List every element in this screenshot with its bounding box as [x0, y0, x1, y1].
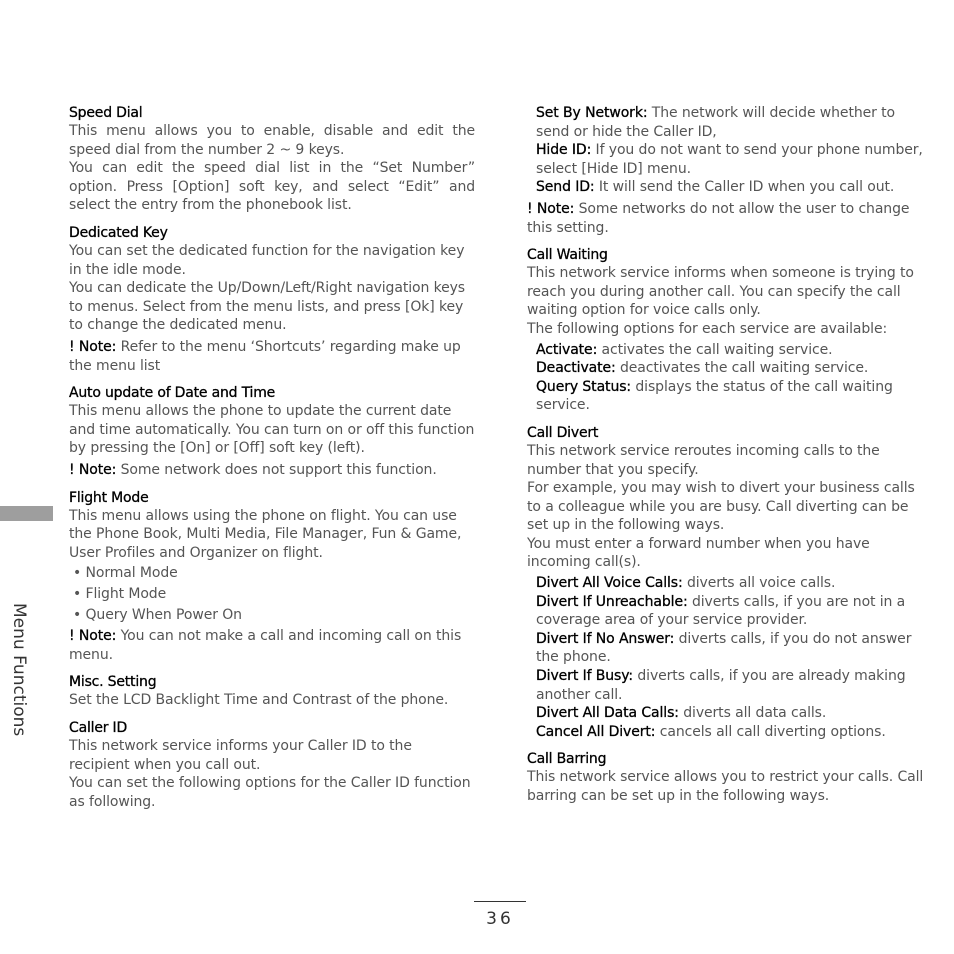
note-text: Refer to the menu ‘Shortcuts’ regarding make up the menu list: [69, 338, 461, 374]
option-item: [527, 723, 932, 742]
option-label: Divert All Voice Calls:: [536, 575, 683, 592]
call-barring-paragraph: This network service allows you to restrict your calls. Call barring can be set up in the following ways.: [527, 769, 924, 804]
caller-id-heading: Caller ID: [69, 720, 128, 737]
call-divert-paragraph: For example, you may wish to divert your business calls to a colleague while you are busy. Call diverting can be set up in the following ways.: [527, 480, 915, 534]
sidebar-section-label: Menu Functions: [9, 603, 29, 737]
option-text: diverts calls, if you do not answer the phone.: [536, 630, 912, 666]
call-waiting-paragraph: This network service informs when someone is trying to reach you during another call. You can specify the call waiting option for voice calls only.: [527, 265, 914, 319]
flight-mode-heading: Flight Mode: [69, 489, 149, 506]
call-waiting-heading: Call Waiting: [527, 247, 608, 264]
bullet-item: • Normal Mode: [73, 565, 178, 582]
speed-dial-paragraph: You can edit the speed dial list in the “Set Number” option. Press [Option] soft key, and select “Edit” and select the entry from the phonebook list.: [69, 160, 475, 214]
note: [69, 627, 475, 664]
speed-dial-paragraph: This menu allows you to enable, disable and edit the speed dial from the number 2 ~ 9 keys.: [69, 123, 475, 158]
option-item: [527, 104, 932, 141]
option-label: Divert If No Answer:: [536, 630, 675, 647]
option-item: [527, 630, 932, 667]
option-text: diverts all data calls.: [678, 705, 827, 722]
flight-mode-section: [69, 489, 475, 665]
misc-setting-heading: Misc. Setting: [69, 674, 157, 691]
option-text: If you do not want to send your phone number, select [Hide ID] menu.: [536, 142, 923, 177]
section-tab-marker: [0, 506, 53, 521]
note-text: Some network does not support this function.: [116, 461, 437, 478]
option-text: diverts all voice calls.: [682, 575, 836, 592]
option-item: [527, 359, 932, 378]
call-divert-paragraph: You must enter a forward number when you have incoming call(s).: [527, 535, 870, 571]
auto-update-heading: Auto update of Date and Time: [69, 385, 276, 402]
option-item: [527, 378, 932, 415]
right-column: [527, 104, 932, 815]
note-label: ! Note:: [69, 628, 117, 645]
call-barring-heading: Call Barring: [527, 751, 607, 768]
option-label: Hide ID:: [536, 142, 592, 159]
note-text: You can not make a call and incoming call on this menu.: [69, 628, 462, 663]
dedicated-key-paragraph: You can set the dedicated function for the navigation key in the idle mode.: [69, 242, 465, 278]
call-divert-heading: Call Divert: [527, 424, 599, 441]
option-item: [527, 593, 932, 630]
option-label: Set By Network:: [536, 105, 648, 121]
call-barring-section: [527, 750, 932, 805]
option-text: displays the status of the call waiting service.: [536, 378, 893, 414]
call-waiting-section: [527, 246, 932, 415]
option-label: Divert All Data Calls:: [536, 705, 679, 722]
note-text: Some networks do not allow the user to change this setting.: [527, 200, 910, 236]
option-text: activates the call waiting service.: [597, 341, 833, 358]
misc-setting-section: [69, 673, 475, 710]
note: [69, 461, 475, 480]
dedicated-key-paragraph: You can dedicate the Up/Down/Left/Right navigation keys to menus. Select from the menu lists, and press [Ok] key to change the dedicated menu.: [69, 280, 465, 334]
option-text: cancels all call diverting options.: [655, 723, 886, 740]
option-label: Send ID:: [536, 179, 595, 196]
footer-rule: [474, 901, 526, 902]
option-text: The network will decide whether to send or hide the Caller ID,: [536, 105, 895, 140]
left-column: [69, 104, 475, 820]
caller-id-paragraph: You can set the following options for the Caller ID function as following.: [69, 775, 471, 810]
option-text: deactivates the call waiting service.: [615, 360, 869, 377]
note-label: ! Note:: [527, 200, 575, 217]
option-item: [527, 667, 932, 704]
option-label: Deactivate:: [536, 360, 616, 377]
dedicated-key-section: [69, 224, 475, 375]
speed-dial-section: [69, 104, 475, 215]
auto-update-section: [69, 384, 475, 479]
option-text: diverts calls, if you are already making another call.: [536, 668, 906, 703]
caller-id-paragraph: This network service informs your Caller ID to the recipient when you call out.: [69, 738, 412, 773]
call-waiting-paragraph: The following options for each service are available:: [527, 320, 888, 337]
note: [527, 200, 932, 237]
flight-mode-paragraph: This menu allows using the phone on flight. You can use the Phone Book, Multi Media, File Manager, Fun & Game, User Profiles and Organizer on flight.: [69, 507, 462, 561]
option-item: [527, 341, 932, 360]
bullet-item: • Flight Mode: [73, 586, 167, 603]
option-item: [527, 178, 932, 197]
dedicated-key-heading: Dedicated Key: [69, 224, 168, 241]
speed-dial-heading: Speed Dial: [69, 105, 143, 121]
misc-setting-paragraph: Set the LCD Backlight Time and Contrast of the phone.: [69, 692, 449, 709]
option-text: diverts calls, if you are not in a coverage area of your service provider.: [536, 593, 906, 629]
auto-update-paragraph: This menu allows the phone to update the current date and time automatically. You can turn on or off this function by pressing the [On] or [Off] soft key (left).: [69, 403, 475, 457]
call-divert-paragraph: This network service reroutes incoming calls to the number that you specify.: [527, 442, 880, 478]
caller-id-section: [69, 719, 475, 811]
page-number: 36: [486, 909, 514, 929]
note: [69, 338, 475, 375]
option-item: [527, 574, 932, 593]
note-label: ! Note:: [69, 461, 117, 478]
option-label: Divert If Unreachable:: [536, 593, 688, 610]
call-divert-section: [527, 424, 932, 742]
option-label: Divert If Busy:: [536, 668, 634, 685]
option-text: It will send the Caller ID when you call out.: [594, 179, 895, 196]
option-item: [527, 704, 932, 723]
caller-id-options: [527, 104, 932, 197]
note-label: ! Note:: [69, 338, 117, 355]
option-item: [527, 141, 932, 178]
option-label: Cancel All Divert:: [536, 723, 656, 740]
option-label: Activate:: [536, 341, 598, 358]
bullet-item: • Query When Power On: [73, 607, 242, 624]
option-label: Query Status:: [536, 378, 632, 395]
